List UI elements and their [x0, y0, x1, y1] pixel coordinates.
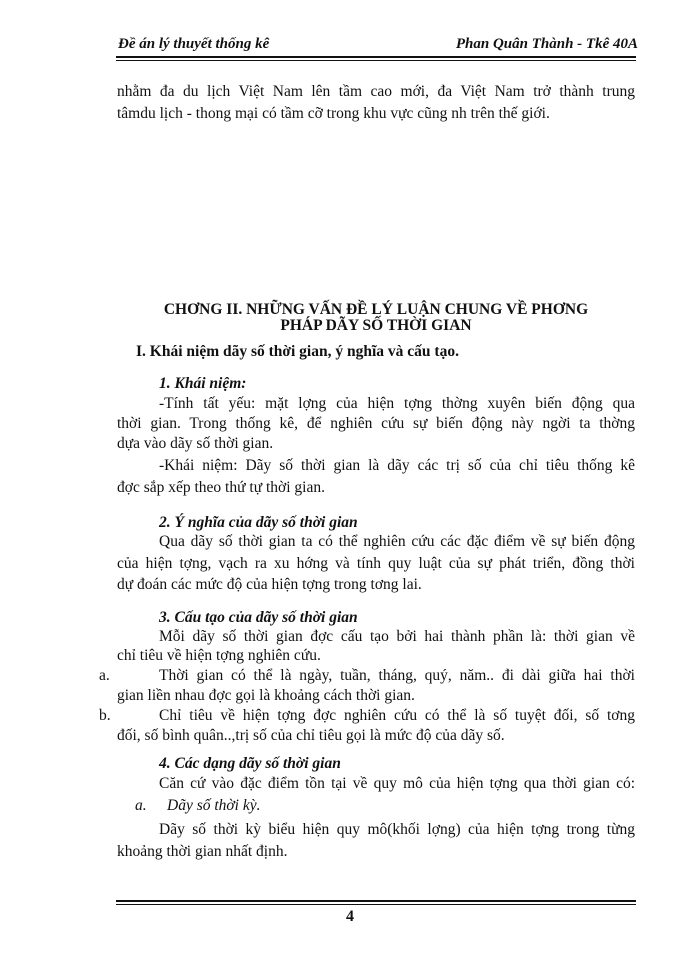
s1-p2-line-2: đợc sắp xếp theo thứ tự thời gian. [117, 479, 325, 496]
header-author-right: Phan Quân Thành - Tkê 40A [455, 36, 638, 52]
s3-item-b-marker: b. [99, 707, 111, 724]
s4-item-a-label: Dãy số thời kỳ. [167, 797, 261, 814]
subsection-2-heading: 2. Ý nghĩa của dãy số thời gian [159, 514, 358, 531]
page-number: 4 [346, 908, 354, 925]
s3-line-2: chỉ tiêu về hiện tợng nghiên cứu. [117, 647, 321, 664]
s1-p1-line-3: dựa vào dãy số thời gian. [117, 435, 274, 452]
s4-para-line-1: Dãy số thời kỳ biểu hiện quy mô(khối lợng) của hiện tợng trong từng [159, 821, 635, 838]
s2-line-1: Qua dãy số thời gian ta có thể nghiên cứu các đặc điểm về sự biến động [159, 533, 635, 550]
s2-line-3: dự đoán các mức độ của hiện tợng trong tơng lai. [117, 576, 422, 593]
section-title: I. Khái niệm dãy số thời gian, ý nghĩa và cấu tạo. [136, 343, 459, 360]
s3-item-a-marker: a. [99, 667, 110, 684]
s4-item-a-marker: a. [135, 797, 147, 814]
footer-rule-thin [116, 904, 636, 905]
s1-p1-line-1: -Tính tất yếu: mặt lợng của hiện tợng thờng xuyên biến động qua [159, 395, 635, 412]
subsection-3-heading: 3. Cấu tạo của dãy số thời gian [159, 609, 358, 626]
chapter-title-line-1: CHƠNG II. NHỮNG VẤN ĐỀ LÝ LUẬN CHUNG VỀ PHƠNG [163, 301, 589, 318]
s4-para-line-2: khoảng thời gian nhất định. [117, 843, 288, 860]
chapter-title-line-2: PHÁP DÃY SỐ THỜI GIAN [280, 317, 472, 334]
s1-p2-line-1: -Khái niệm: Dãy số thời gian là dãy các trị số của chỉ tiêu thống kê [159, 457, 635, 474]
s3-item-b-line-1: Chỉ tiêu về hiện tợng đợc nghiên cứu có thể là số tuyệt đối, số tơng [159, 707, 635, 724]
s3-item-b-line-2: đối, số bình quân..,trị số của chỉ tiêu gọi là mức độ của dãy số. [117, 727, 505, 744]
s1-p1-line-2: thời gian. Trong thống kê, để nghiên cứu sự biến động này ngời ta thờng [117, 415, 635, 432]
s3-item-a-line-1: Thời gian có thể là ngày, tuần, tháng, quý, năm.. đi dài giữa hai thời [159, 667, 635, 684]
s4-line-1: Căn cứ vào đặc điểm tồn tại về quy mô của hiện tợng qua thời gian có: [159, 775, 635, 792]
header-rule-thick [116, 56, 636, 58]
s2-line-2: của hiện tợng, vạch ra xu hớng và tính quy luật của sự phát triển, đồng thời [117, 555, 635, 572]
subsection-4-heading: 4. Các dạng dãy số thời gian [159, 755, 341, 772]
s3-line-1: Mỗi dãy số thời gian đợc cấu tạo bởi hai thành phần là: thời gian về [159, 628, 635, 645]
s3-item-a-line-2: gian liền nhau đợc gọi là khoảng cách thời gian. [117, 687, 415, 704]
intro-line-2: tâmdu lịch - thong mại có tầm cỡ trong khu vực cũng nh trên thế giới. [117, 105, 550, 122]
header-rule-thin [116, 60, 636, 61]
intro-line-1: nhằm đa du lịch Việt Nam lên tầm cao mới, đa Việt Nam trở thành trung [117, 83, 635, 100]
subsection-1-heading: 1. Khái niệm: [159, 375, 247, 392]
header-title-left: Đề án lý thuyết thống kê [118, 36, 270, 52]
footer-rule-thick [116, 900, 636, 902]
